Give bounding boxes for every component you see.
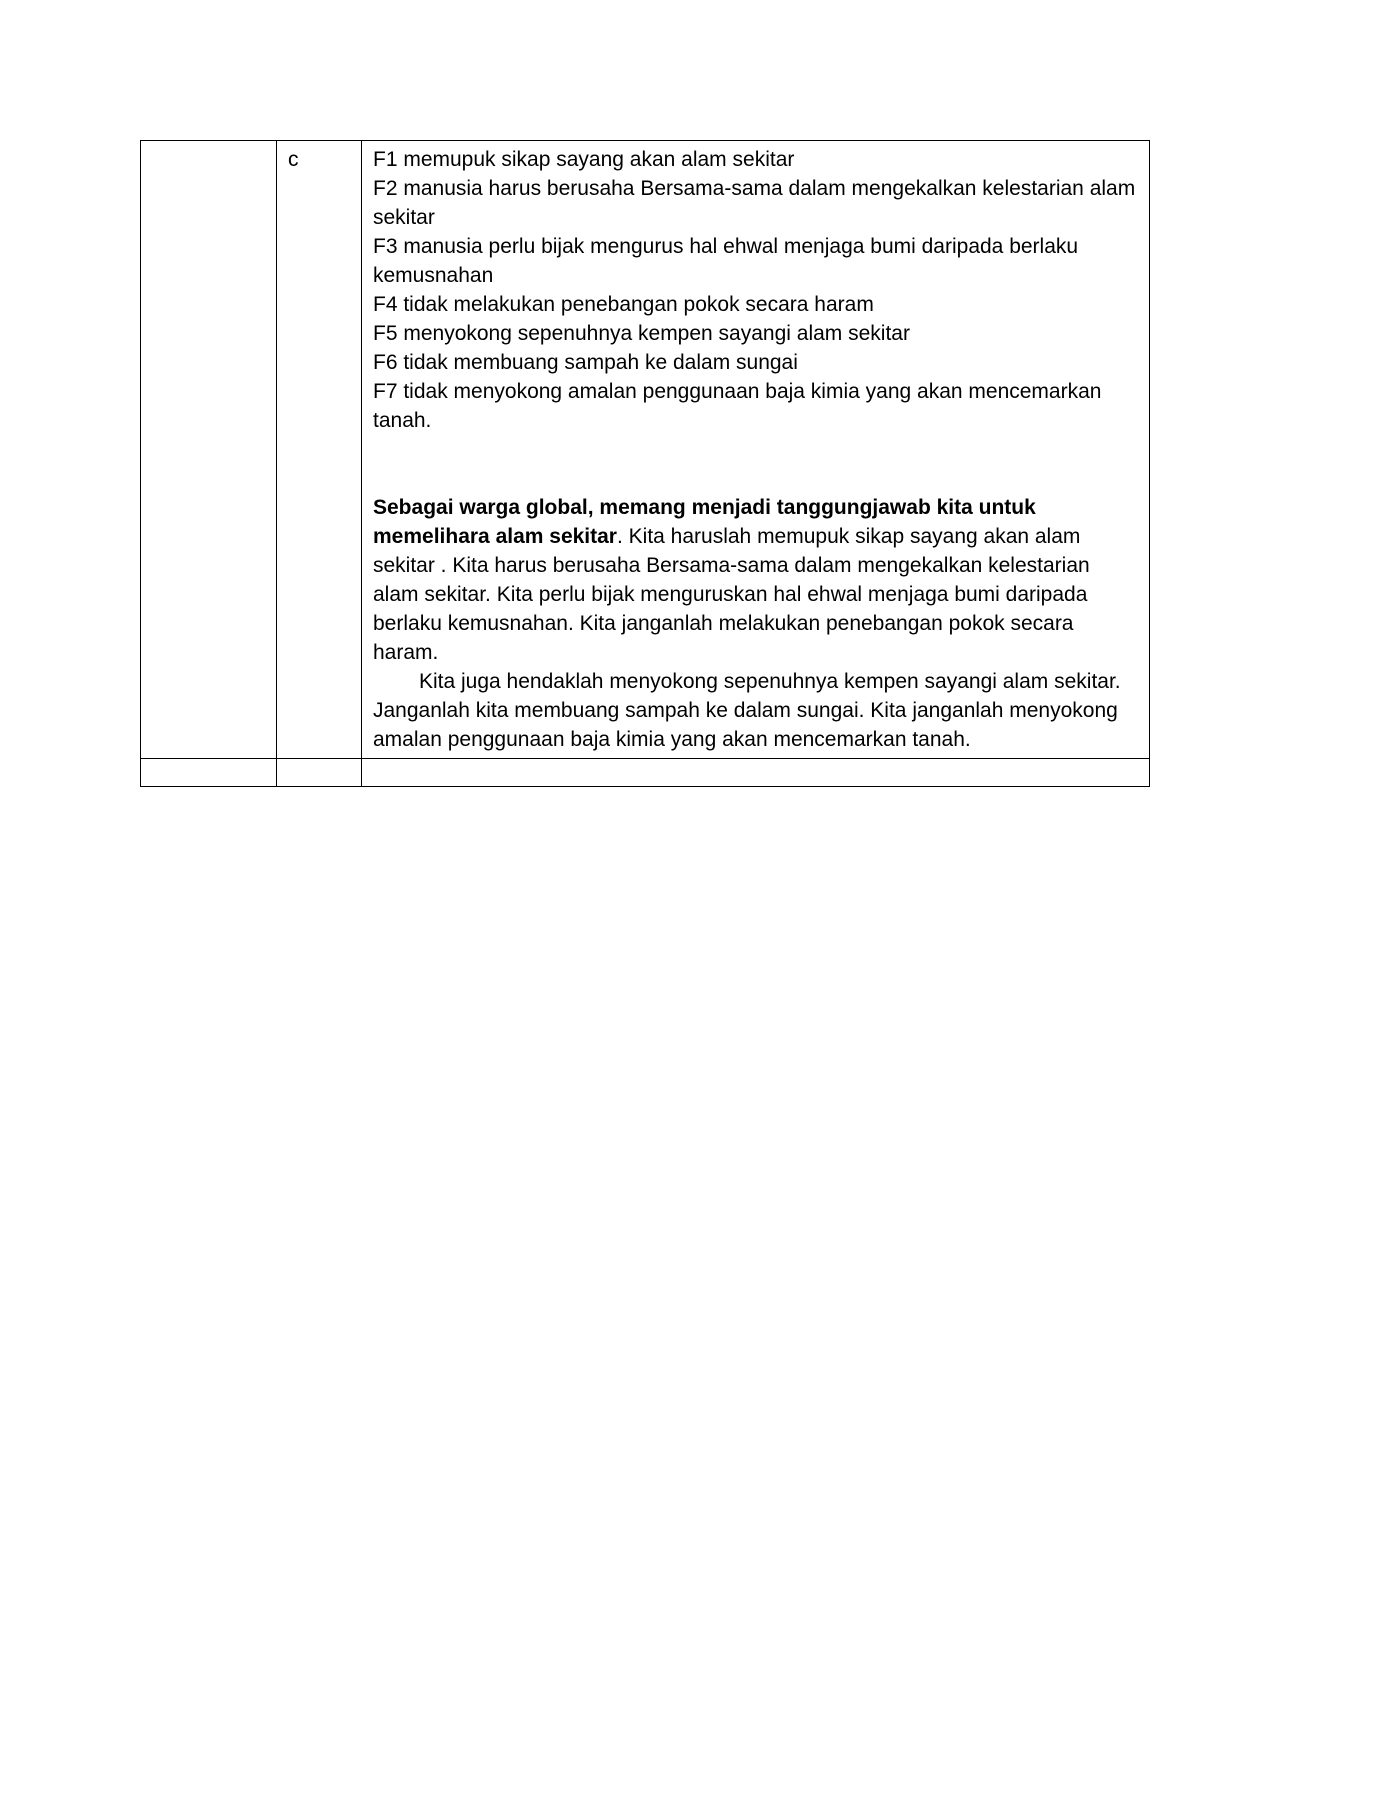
fact-line: F7 tidak menyokong amalan penggunaan baja kimia yang akan mencemarkan tanah.: [373, 380, 1102, 432]
fact-line: F1 memupuk sikap sayang akan alam sekitar: [373, 148, 795, 171]
cell-content: [362, 141, 1150, 759]
paragraph-body-text: . Kita haruslah memupuk sikap sayang akan alam sekitar . Kita harus berusaha Bersama-sama dalam mengekalkan kelestarian alam sekitar. Kita perlu bijak menguruskan hal ehwal menjaga bumi daripada berlaku kemusnahan. Kita janganlah melakukan penebangan pokok secara haram.: [373, 525, 1090, 664]
fact-line: F5 menyokong sepenuhnya kempen sayangi alam sekitar: [373, 322, 910, 345]
part-label: c: [288, 148, 299, 171]
fact-line: F4 tidak melakukan penebangan pokok secara haram: [373, 293, 874, 316]
answer-table: [140, 140, 1150, 787]
cell-empty-2: [277, 759, 362, 787]
paragraph-bold-lead: Sebagai warga global, memang menjadi tanggungjawab kita untuk memelihara alam sekitar: [373, 496, 1036, 548]
table-row-empty: [141, 759, 1150, 787]
essay-paragraph-2: Kita juga hendaklah menyokong sepenuhnya kempen sayangi alam sekitar. Janganlah kita membuang sampah ke dalam sungai. Kita janganlah menyokong amalan penggunaan baja kimia yang akan mencemarkan tanah.: [373, 670, 1121, 751]
cell-question-number: [141, 141, 277, 759]
cell-empty-3: [362, 759, 1150, 787]
essay-paragraph-1: [373, 493, 1138, 667]
cell-part-label: [277, 141, 362, 759]
fact-line: F3 manusia perlu bijak mengurus hal ehwal menjaga bumi daripada berlaku kemusnahan: [373, 235, 1079, 287]
fact-line: F2 manusia harus berusaha Bersama-sama dalam mengekalkan kelestarian alam sekitar: [373, 177, 1136, 229]
cell-empty-1: [141, 759, 277, 787]
fact-line: F6 tidak membuang sampah ke dalam sungai: [373, 351, 798, 374]
table-row-main: [141, 141, 1150, 759]
facts-list: [373, 145, 1138, 435]
